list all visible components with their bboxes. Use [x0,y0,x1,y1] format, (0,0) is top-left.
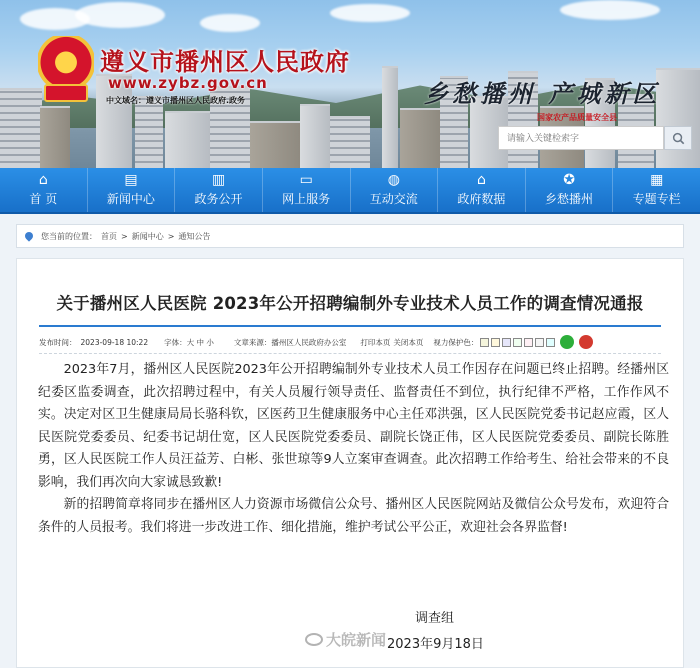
news-icon: ▤ [124,172,138,188]
body-paragraph: 新的招聘简章将同步在播州区人力资源市场微信公众号、播州区人民医院网站及微信公众号发布，欢迎符合条件的人员报考。我们将进一步改进工作、细化措施，维护考试公平公正，欢迎社会各界监督! [38,497,669,535]
nav-label: 网上服务 [282,192,331,206]
site-title: 遵义市播州区人民政府 [100,47,350,76]
national-emblem-icon [38,36,94,102]
nav-online-service[interactable] [263,168,351,212]
publish-time: 2023-09-18 10:22 [80,337,149,347]
star-icon: ✪ [563,172,575,188]
watermark [305,629,386,650]
cloud [330,4,410,22]
cloud [75,2,165,28]
nav-label: 新闻中心 [106,192,155,206]
building-icon: ⌂ [476,172,486,188]
eyecare-swatch[interactable] [524,338,533,347]
source-label: 文章来源： [233,337,272,347]
breadcrumb-notices[interactable]: 通知公告 [178,231,211,241]
signature-date: 2023年9月18日 [387,637,484,652]
eyecare-swatch[interactable] [491,338,500,347]
eyecare-swatch[interactable] [502,338,511,347]
quality-badge: 国家农产品质量安全县 [537,113,617,122]
wechat-share-icon[interactable] [560,335,574,349]
eyecare-swatches [478,337,555,347]
print-link[interactable]: 打印本页 [360,337,391,347]
nav-label: 互动交流 [369,192,418,206]
nav-interaction[interactable] [351,168,439,212]
main-nav [0,168,700,214]
cloud [560,0,660,20]
home-icon: ⌂ [38,172,48,188]
search-icon [672,132,685,145]
font-size-options[interactable]: 大 中 小 [186,337,214,347]
breadcrumb-separator: > [121,231,128,241]
nav-label: 政务公开 [194,192,243,206]
font-label: 字体： [164,337,187,347]
chat-icon: ◍ [387,172,400,188]
nav-label: 首 页 [29,192,58,206]
location-pin-icon [23,230,34,241]
nav-hometown[interactable] [526,168,614,212]
publish-label: 发布时间： [39,337,77,347]
nav-gov-data[interactable] [438,168,526,212]
chinese-domain: 中文域名：遵义市播州区人民政府.政务 [106,96,246,105]
cloud [200,14,260,32]
weibo-logo-icon [305,633,323,646]
nav-special-topics[interactable] [613,168,700,212]
slogan: 乡愁播州 产城新区 [424,79,661,108]
eyecare-swatch[interactable] [513,338,522,347]
signature: 调查组 [415,611,455,626]
eyecare-label: 视力保护色： [433,337,479,347]
nav-label: 专题专栏 [632,192,681,206]
body-paragraph: 2023年7月，播州区人民医院2023年公开招聘编制外专业技术人员工作因存在问题已终止招聘。经播州区纪委区监委调查，此次招聘过程中，有关人员履行领导责任、监督责任不到位，执行纪律不严格，工作作风不实。决定对区卫生健康局局长骆科钦，区医药卫生健康服务中心主任邓洪强，区人民医院党委书记赵应霞，区人民医院党委委员、纪委书记胡仕宽，区人民医院党委委员、副院长饶正伟，区人民医院党委委员、副院长陈胜勇，区人民医院工作人员汪益芳、白彬、张世琼等9人立案审查调查。此次招聘工作给考生、给社会带来的不良影响，我们再次向大家诚恳致歉! [38,362,669,490]
article-body [38,359,669,539]
nav-news[interactable] [88,168,176,212]
site-domain: www.zybz.gov.cn [108,74,268,92]
watermark-text: 大皖新闻 [326,631,387,649]
eyecare-swatch[interactable] [546,338,555,347]
eyecare-swatch[interactable] [535,338,544,347]
search-button[interactable] [664,126,692,150]
breadcrumb-news[interactable]: 新闻中心 [131,231,164,241]
search-input[interactable]: 请输入关键检索字 [498,126,664,150]
article-meta [39,333,669,351]
monitor-icon: ▭ [299,172,313,188]
site-banner [0,0,700,168]
nav-gov-affairs[interactable] [175,168,263,212]
eyecare-swatch[interactable] [480,338,489,347]
nav-label: 乡愁播州 [545,192,594,206]
article-source: 播州区人民政府办公室 [271,337,347,347]
breadcrumb [16,224,684,248]
grid-icon: ▦ [650,172,664,188]
nav-label: 政府数据 [457,192,506,206]
meta-divider [39,353,661,355]
breadcrumb-separator: > [167,231,175,241]
weibo-share-icon[interactable] [579,335,593,349]
article-panel [16,258,684,668]
title-divider [39,325,661,327]
article-title: 关于播州区人民医院 2023年公开招聘编制外专业技术人员工作的调查情况通报 [56,294,644,313]
breadcrumb-home[interactable]: 首页 [101,231,117,241]
breadcrumb-prefix: 您当前的位置： [41,231,97,241]
book-icon: ▥ [211,172,226,188]
close-link[interactable]: 关闭本页 [393,337,424,347]
nav-home[interactable] [0,168,88,212]
